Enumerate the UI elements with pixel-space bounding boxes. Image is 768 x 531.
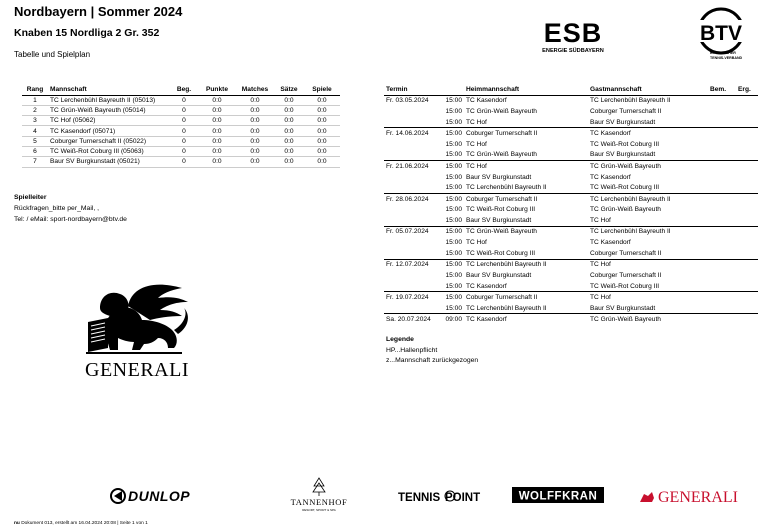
schedule-cell-gast: Coburger Turnerschaft II bbox=[590, 271, 662, 279]
schedule-cell-time: 15:00 bbox=[440, 292, 464, 303]
esb-logo-subtext: ENERGIE SÜDBAYERN bbox=[542, 48, 604, 54]
schedule-cell-bem bbox=[708, 183, 736, 194]
btv-logo-sub2: TENNIS-VERBAND bbox=[710, 56, 743, 60]
schedule-row bbox=[384, 215, 758, 226]
schedule-cell-termin: Fr. 21.06.2024 bbox=[384, 161, 440, 172]
schedule-cell-bem bbox=[708, 139, 736, 150]
schedule-cell-heim: TC Hof bbox=[466, 118, 487, 126]
standings-cell-saetze: 0:0 bbox=[274, 105, 304, 115]
schedule-cell-termin bbox=[384, 248, 440, 259]
standings-cell-spiele: 0:0 bbox=[304, 157, 340, 167]
schedule-cell-bem bbox=[708, 303, 736, 314]
schedule-cell-erg bbox=[736, 172, 758, 183]
standings-cell-rang: 5 bbox=[22, 136, 48, 146]
schedule-cell-erg bbox=[736, 204, 758, 215]
schedule-cell-gast: TC Lerchenbühl Bayreuth II bbox=[588, 95, 708, 106]
standings-cell-punkte: 0:0 bbox=[198, 105, 236, 115]
standings-row bbox=[22, 95, 340, 105]
col-beg: Beg. bbox=[170, 84, 198, 95]
schedule-row bbox=[384, 292, 758, 303]
schedule-row bbox=[384, 193, 758, 204]
standings-cell-rang: 3 bbox=[22, 116, 48, 126]
schedule-cell-erg bbox=[736, 95, 758, 106]
schedule-cell-bem bbox=[708, 161, 736, 172]
standings-cell-matches: 0:0 bbox=[236, 136, 274, 146]
schedule-cell-heim: TC Weiß-Rot Coburg III bbox=[466, 249, 536, 257]
standings-cell-matches: 0:0 bbox=[236, 157, 274, 167]
schedule-row bbox=[384, 270, 758, 281]
schedule-cell-termin bbox=[384, 150, 440, 161]
tennispoint-text-b: POINT bbox=[445, 492, 481, 504]
schedule-row bbox=[384, 248, 758, 259]
dunlop-text: DUNLOP bbox=[128, 488, 191, 504]
schedule-cell-erg bbox=[736, 270, 758, 281]
standings-cell-beg: 0 bbox=[170, 95, 198, 105]
schedule-row bbox=[384, 204, 758, 215]
tannenhof-text: TANNENHOF bbox=[290, 497, 348, 507]
col-spiele: Spiele bbox=[304, 84, 340, 95]
schedule-row bbox=[384, 95, 758, 106]
schedule-cell-time: 15:00 bbox=[445, 118, 462, 126]
schedule-cell-heim: TC Hof bbox=[466, 239, 487, 247]
standings-cell-mannschaft: TC Hof (05062) bbox=[48, 116, 170, 126]
spielleiter-line1: Rückfragen_bitte per_Mail, , bbox=[14, 205, 100, 212]
schedule-cell-erg bbox=[736, 281, 758, 292]
standings-row bbox=[22, 105, 340, 115]
schedule-cell-erg bbox=[736, 139, 758, 150]
standings-cell-rang: 4 bbox=[22, 126, 48, 136]
col-bem: Bem. bbox=[708, 84, 736, 95]
schedule-cell-termin: Sa. 20.07.2024 bbox=[384, 314, 440, 325]
col-gast: Gastmannschaft bbox=[588, 84, 708, 95]
schedule-cell-gast: TC Grün-Weiß Bayreuth bbox=[588, 314, 708, 325]
schedule-cell-gast: TC Weiß-Rot Coburg III bbox=[590, 282, 660, 290]
schedule-cell-time: 15:00 bbox=[445, 239, 462, 247]
schedule-cell-erg bbox=[736, 226, 758, 237]
schedule-cell-bem bbox=[708, 226, 736, 237]
standings-table bbox=[22, 84, 340, 168]
schedule-cell-erg bbox=[736, 193, 758, 204]
schedule-cell-time: 15:00 bbox=[445, 304, 462, 312]
standings-cell-mannschaft: TC Grün-Weiß Bayreuth (05014) bbox=[48, 105, 170, 115]
schedule-row bbox=[384, 183, 758, 194]
standings-cell-saetze: 0:0 bbox=[274, 126, 304, 136]
standings-cell-matches: 0:0 bbox=[236, 105, 274, 115]
schedule-cell-time: 15:00 bbox=[440, 259, 464, 270]
standings-cell-punkte: 0:0 bbox=[198, 95, 236, 105]
schedule-cell-gast: TC Weiß-Rot Coburg III bbox=[590, 140, 660, 148]
schedule-cell-gast: Baur SV Burgkunstadt bbox=[590, 304, 656, 312]
esb-logo bbox=[526, 12, 620, 60]
standings-cell-mannschaft: Coburger Turnerschaft II (05022) bbox=[48, 136, 170, 146]
schedule-cell-erg bbox=[736, 215, 758, 226]
schedule-cell-gast: TC Hof bbox=[588, 292, 708, 303]
schedule-row bbox=[384, 106, 758, 117]
schedule-cell-heim: Coburger Turnerschaft II bbox=[464, 193, 588, 204]
standings-cell-beg: 0 bbox=[170, 126, 198, 136]
schedule-cell-erg bbox=[736, 106, 758, 117]
page-subtitle: Tabelle und Spielplan bbox=[14, 50, 91, 59]
schedule-row bbox=[384, 128, 758, 139]
schedule-cell-gast: TC Grün-Weiß Bayreuth bbox=[590, 206, 661, 214]
standings-row bbox=[22, 136, 340, 146]
standings-cell-beg: 0 bbox=[170, 105, 198, 115]
schedule-row bbox=[384, 303, 758, 314]
btv-logo-sub1: BAYERISCHER bbox=[710, 51, 736, 55]
schedule-cell-bem bbox=[708, 193, 736, 204]
schedule-cell-heim: TC Kasendorf bbox=[464, 95, 588, 106]
generali-small-text: GENERALI bbox=[658, 489, 738, 506]
standings-row bbox=[22, 126, 340, 136]
standings-cell-spiele: 0:0 bbox=[304, 116, 340, 126]
schedule-cell-time: 15:00 bbox=[440, 161, 464, 172]
schedule-cell-termin: Fr. 03.05.2024 bbox=[384, 95, 440, 106]
lion-icon bbox=[640, 492, 654, 502]
schedule-row bbox=[384, 161, 758, 172]
standings-row bbox=[22, 157, 340, 167]
col-termin: Termin bbox=[384, 84, 440, 95]
schedule-cell-heim: Baur SV Burgkunstadt bbox=[466, 217, 532, 225]
tree-icon bbox=[313, 478, 325, 492]
standings-cell-matches: 0:0 bbox=[236, 95, 274, 105]
col-erg: Erg. bbox=[736, 84, 758, 95]
schedule-cell-heim: Coburger Turnerschaft II bbox=[464, 128, 588, 139]
schedule-cell-bem bbox=[708, 281, 736, 292]
standings-row bbox=[22, 146, 340, 156]
schedule-cell-termin bbox=[384, 172, 440, 183]
legend-line2: z...Mannschaft zurückgezogen bbox=[386, 357, 479, 364]
schedule-row bbox=[384, 139, 758, 150]
btv-logo bbox=[684, 6, 758, 64]
standings-cell-punkte: 0:0 bbox=[198, 146, 236, 156]
schedule-cell-gast: TC Weiß-Rot Coburg III bbox=[590, 184, 660, 192]
schedule-cell-gast: TC Hof bbox=[590, 217, 611, 225]
schedule-cell-bem bbox=[708, 259, 736, 270]
schedule-cell-erg bbox=[736, 259, 758, 270]
standings-cell-spiele: 0:0 bbox=[304, 136, 340, 146]
schedule-cell-erg bbox=[736, 128, 758, 139]
schedule-cell-heim: TC Kasendorf bbox=[464, 314, 588, 325]
schedule-row bbox=[384, 237, 758, 248]
schedule-cell-erg bbox=[736, 161, 758, 172]
generali-lion-logo bbox=[70, 268, 205, 388]
tannenhof-logo bbox=[284, 474, 354, 514]
standings-row bbox=[22, 116, 340, 126]
schedule-cell-heim: TC Lerchenbühl Bayreuth II bbox=[464, 259, 588, 270]
schedule-cell-erg bbox=[736, 292, 758, 303]
schedule-cell-heim: Coburger Turnerschaft II bbox=[464, 292, 588, 303]
standings-cell-rang: 6 bbox=[22, 146, 48, 156]
schedule-cell-termin bbox=[384, 139, 440, 150]
schedule-header-row bbox=[384, 84, 758, 95]
schedule-cell-termin bbox=[384, 117, 440, 128]
schedule-cell-time: 15:00 bbox=[445, 249, 462, 257]
schedule-row bbox=[384, 117, 758, 128]
dunlop-logo bbox=[108, 482, 226, 510]
col-matches: Matches bbox=[236, 84, 274, 95]
schedule-cell-erg bbox=[736, 117, 758, 128]
schedule-cell-gast: TC Hof bbox=[588, 259, 708, 270]
standings-cell-beg: 0 bbox=[170, 136, 198, 146]
wolffkran-text: WOLFFKRAN bbox=[518, 490, 598, 503]
schedule-cell-bem bbox=[708, 204, 736, 215]
schedule-cell-erg bbox=[736, 248, 758, 259]
schedule-cell-heim: TC Lerchenbühl Bayreuth II bbox=[466, 304, 547, 312]
schedule-cell-time: 15:00 bbox=[445, 151, 462, 159]
standings-cell-spiele: 0:0 bbox=[304, 126, 340, 136]
schedule-cell-termin bbox=[384, 183, 440, 194]
schedule-cell-heim: Baur SV Burgkunstadt bbox=[466, 173, 532, 181]
schedule-cell-time: 15:00 bbox=[445, 217, 462, 225]
page-title: Nordbayern | Sommer 2024 bbox=[14, 4, 183, 19]
schedule-cell-bem bbox=[708, 248, 736, 259]
schedule-table bbox=[384, 84, 758, 325]
schedule-row bbox=[384, 281, 758, 292]
schedule-cell-termin: Fr. 28.06.2024 bbox=[384, 193, 440, 204]
standings-cell-spiele: 0:0 bbox=[304, 146, 340, 156]
standings-cell-spiele: 0:0 bbox=[304, 105, 340, 115]
schedule-cell-time: 15:00 bbox=[440, 95, 464, 106]
schedule-cell-time: 15:00 bbox=[445, 107, 462, 115]
schedule-cell-termin bbox=[384, 106, 440, 117]
col-saetze: Sätze bbox=[274, 84, 304, 95]
col-heim: Heimmannschaft bbox=[464, 84, 588, 95]
btv-logo-text: BTV bbox=[700, 22, 742, 45]
footer-text: Dokument 013, erstellt am 16.04.2024 20:08 | Seite 1 von 1 bbox=[19, 521, 148, 526]
standings-cell-punkte: 0:0 bbox=[198, 136, 236, 146]
schedule-cell-bem bbox=[708, 106, 736, 117]
schedule-cell-time: 15:00 bbox=[445, 184, 462, 192]
schedule-cell-bem bbox=[708, 237, 736, 248]
standings-cell-matches: 0:0 bbox=[236, 116, 274, 126]
tennispoint-text-a: TENNIS bbox=[398, 492, 441, 504]
schedule-cell-termin: Fr. 14.06.2024 bbox=[384, 128, 440, 139]
standings-cell-saetze: 0:0 bbox=[274, 116, 304, 126]
schedule-cell-erg bbox=[736, 314, 758, 325]
schedule-cell-termin bbox=[384, 215, 440, 226]
schedule-cell-time: 15:00 bbox=[445, 173, 462, 181]
schedule-cell-heim: TC Weiß-Rot Coburg III bbox=[466, 206, 536, 214]
league-title: Knaben 15 Nordliga 2 Gr. 352 bbox=[14, 27, 160, 39]
schedule-row bbox=[384, 172, 758, 183]
legend-line1: HP...Hallenpflicht bbox=[386, 347, 438, 354]
standings-cell-beg: 0 bbox=[170, 157, 198, 167]
schedule-cell-heim: TC Hof bbox=[466, 140, 487, 148]
schedule-cell-termin bbox=[384, 281, 440, 292]
standings-cell-rang: 1 bbox=[22, 95, 48, 105]
schedule-cell-termin: Fr. 12.07.2024 bbox=[384, 259, 440, 270]
schedule-cell-gast: Baur SV Burgkunstadt bbox=[590, 118, 656, 126]
standings-cell-saetze: 0:0 bbox=[274, 146, 304, 156]
spielleiter-title: Spielleiter bbox=[14, 194, 47, 201]
footer bbox=[14, 521, 148, 526]
col-mannschaft: Mannschaft bbox=[48, 84, 170, 95]
schedule-cell-heim: TC Lerchenbühl Bayreuth II bbox=[466, 184, 547, 192]
generali-big-text: GENERALI bbox=[85, 359, 189, 381]
schedule-cell-time: 15:00 bbox=[440, 193, 464, 204]
schedule-cell-erg bbox=[736, 183, 758, 194]
spielleiter-line2: Tel: / eMail: sport-nordbayern@btv.de bbox=[14, 216, 127, 223]
schedule-cell-time: 15:00 bbox=[445, 271, 462, 279]
schedule-cell-heim: TC Grün-Weiß Bayreuth bbox=[466, 151, 537, 159]
standings-cell-beg: 0 bbox=[170, 146, 198, 156]
schedule-cell-bem bbox=[708, 172, 736, 183]
standings-cell-mannschaft: TC Lerchenbühl Bayreuth II (05013) bbox=[48, 95, 170, 105]
standings-cell-mannschaft: Baur SV Burgkunstadt (05021) bbox=[48, 157, 170, 167]
schedule-cell-gast: TC Grün-Weiß Bayreuth bbox=[588, 161, 708, 172]
schedule-cell-erg bbox=[736, 303, 758, 314]
standings-cell-beg: 0 bbox=[170, 116, 198, 126]
winged-lion-icon bbox=[86, 285, 188, 354]
schedule-cell-time: 15:00 bbox=[440, 128, 464, 139]
schedule-cell-bem bbox=[708, 292, 736, 303]
schedule-cell-termin: Fr. 19.07.2024 bbox=[384, 292, 440, 303]
schedule-cell-gast: Coburger Turnerschaft II bbox=[590, 107, 662, 115]
standings-header-row bbox=[22, 84, 340, 95]
col-rang: Rang bbox=[22, 84, 48, 95]
schedule-cell-heim: TC Grün-Weiß Bayreuth bbox=[466, 107, 537, 115]
schedule-cell-erg bbox=[736, 237, 758, 248]
tannenhof-subtext: RESORT, SPORT & SPA bbox=[302, 508, 336, 512]
standings-cell-saetze: 0:0 bbox=[274, 157, 304, 167]
tennispoint-logo bbox=[398, 482, 490, 510]
schedule-cell-heim: TC Grün-Weiß Bayreuth bbox=[464, 226, 588, 237]
schedule-cell-heim: TC Kasendorf bbox=[466, 282, 507, 290]
schedule-cell-termin bbox=[384, 303, 440, 314]
schedule-cell-termin bbox=[384, 204, 440, 215]
schedule-cell-bem bbox=[708, 215, 736, 226]
schedule-cell-heim: TC Hof bbox=[464, 161, 588, 172]
standings-cell-rang: 7 bbox=[22, 157, 48, 167]
schedule-cell-time: 15:00 bbox=[445, 282, 462, 290]
schedule-cell-gast: TC Lerchenbühl Bayreuth II bbox=[588, 193, 708, 204]
schedule-cell-termin bbox=[384, 270, 440, 281]
standings-cell-spiele: 0:0 bbox=[304, 95, 340, 105]
standings-cell-punkte: 0:0 bbox=[198, 126, 236, 136]
schedule-row bbox=[384, 259, 758, 270]
schedule-cell-time: 09:00 bbox=[440, 314, 464, 325]
standings-cell-mannschaft: TC Weiß-Rot Coburg III (05063) bbox=[48, 146, 170, 156]
schedule-row bbox=[384, 314, 758, 325]
esb-logo-text: ESB bbox=[543, 18, 603, 48]
schedule-cell-bem bbox=[708, 117, 736, 128]
wolffkran-logo bbox=[512, 487, 604, 503]
schedule-cell-termin bbox=[384, 237, 440, 248]
schedule-cell-gast: TC Kasendorf bbox=[590, 173, 631, 181]
schedule-cell-gast: Coburger Turnerschaft II bbox=[590, 249, 662, 257]
schedule-cell-gast: TC Kasendorf bbox=[590, 239, 631, 247]
schedule-cell-erg bbox=[736, 150, 758, 161]
schedule-cell-bem bbox=[708, 270, 736, 281]
footer-brand: nu bbox=[14, 521, 20, 526]
schedule-cell-bem bbox=[708, 150, 736, 161]
schedule-cell-gast: TC Lerchenbühl Bayreuth II bbox=[588, 226, 708, 237]
schedule-cell-termin: Fr. 05.07.2024 bbox=[384, 226, 440, 237]
legend-title: Legende bbox=[386, 336, 414, 343]
schedule-cell-bem bbox=[708, 314, 736, 325]
generali-small-logo bbox=[638, 482, 758, 510]
schedule-cell-time: 15:00 bbox=[445, 140, 462, 148]
standings-cell-saetze: 0:0 bbox=[274, 136, 304, 146]
standings-cell-punkte: 0:0 bbox=[198, 157, 236, 167]
standings-cell-punkte: 0:0 bbox=[198, 116, 236, 126]
schedule-cell-gast: TC Kasendorf bbox=[588, 128, 708, 139]
standings-cell-matches: 0:0 bbox=[236, 126, 274, 136]
schedule-cell-gast: Baur SV Burgkunstadt bbox=[590, 151, 656, 159]
schedule-cell-time: 15:00 bbox=[445, 206, 462, 214]
standings-cell-saetze: 0:0 bbox=[274, 95, 304, 105]
schedule-cell-bem bbox=[708, 128, 736, 139]
col-punkte: Punkte bbox=[198, 84, 236, 95]
schedule-cell-time: 15:00 bbox=[440, 226, 464, 237]
standings-cell-rang: 2 bbox=[22, 105, 48, 115]
schedule-cell-bem bbox=[708, 95, 736, 106]
col-time bbox=[440, 84, 464, 95]
schedule-row bbox=[384, 150, 758, 161]
schedule-cell-heim: Baur SV Burgkunstadt bbox=[466, 271, 532, 279]
schedule-row bbox=[384, 226, 758, 237]
standings-cell-matches: 0:0 bbox=[236, 146, 274, 156]
standings-cell-mannschaft: TC Kasendorf (05071) bbox=[48, 126, 170, 136]
